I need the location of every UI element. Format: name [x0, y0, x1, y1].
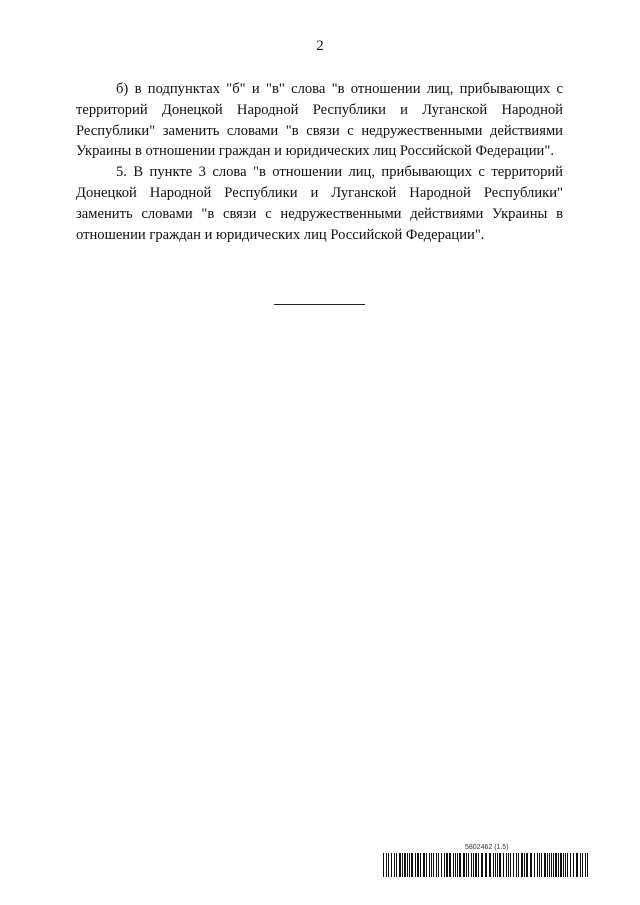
paragraph-5: 5. В пункте 3 слова "в отношении лиц, прибывающих с территорий Донецкой Народной Республики и Луганской Народной Республики" заменить словами "в связи с недружественными действиями Украины в отношении граждан и юридических лиц Российской Федерации". [76, 164, 563, 243]
paragraph-b: б) в подпунктах "б" и "в" слова "в отношении лиц, прибывающих с территорий Донецкой Народной Республики и Луганской Народной Республики" заменить словами "в связи с недружественными действиями Украины в отношении граждан и юридических лиц Российской Федерации". [76, 81, 563, 160]
barcode-block [383, 844, 590, 877]
end-separator-line [274, 304, 365, 305]
barcode-icon [383, 853, 590, 877]
page-number: 2 [316, 38, 324, 54]
barcode-caption: 5802462 (1.5) [465, 844, 509, 851]
document-body [76, 79, 563, 245]
